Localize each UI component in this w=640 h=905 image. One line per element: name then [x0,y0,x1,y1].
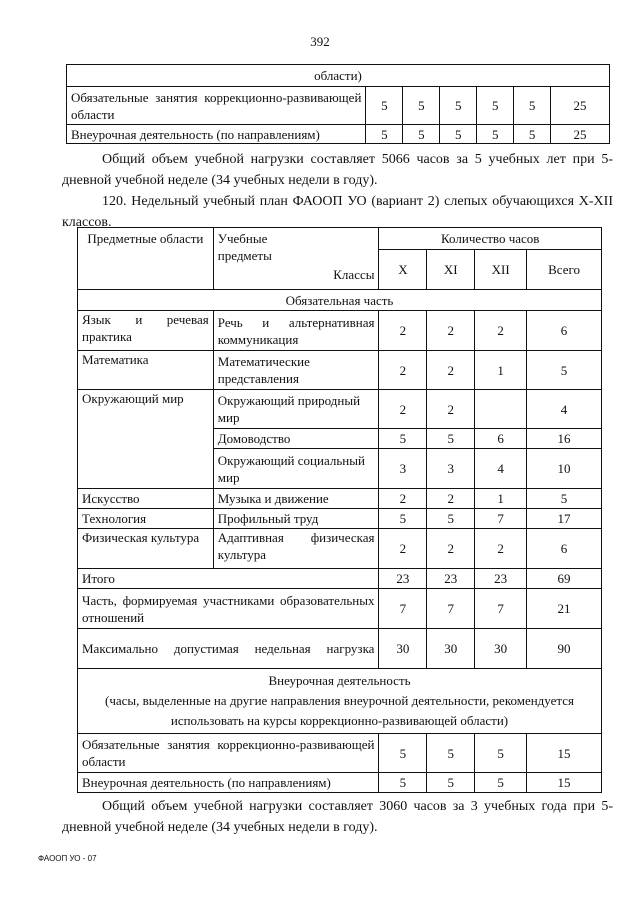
extracurricular-title: Внеурочная деятельность [268,673,411,688]
paragraph-total-3-years: Общий объем учебной нагрузки составляет 3060 часов за 3 учебных года при 5-дневной учебной неделе (34 учебных недели в году). [62,799,613,835]
cell: 15 [527,773,602,793]
cell: 4 [475,449,527,489]
total-label: Итого [78,569,379,589]
subject-cell: Домоводство [213,429,379,449]
footer-code: ФАООП УО - 07 [38,854,97,863]
cell: 21 [527,589,602,629]
cell: 5 [475,734,527,773]
header-col-xi: XI [427,250,475,290]
cell: 3 [427,449,475,489]
cell: 30 [475,629,527,669]
cell: 5 [527,489,602,509]
cell: 5 [427,509,475,529]
cell: 5 [403,87,440,125]
header-hours: Количество часов [379,228,602,250]
cell: 5 [475,773,527,793]
cell: 7 [427,589,475,629]
cell: 1 [475,489,527,509]
cell: 2 [427,311,475,351]
cell: 2 [379,311,427,351]
cell: 5 [427,734,475,773]
max-load-label: Максимально допустимая недельная нагрузка [78,629,379,669]
row-label: Внеурочная деятельность (по направлениям) [67,125,366,144]
part-label: Часть, формируемая участниками образовательных отношений [78,589,379,629]
cell: 15 [527,734,602,773]
header-classes-label: Классы [333,267,375,282]
header-subjects-label: Учебные предметы [217,231,272,263]
total-row [78,569,602,589]
area-cell: Математика [78,351,214,390]
cell: 2 [427,489,475,509]
subject-cell: Окружающий социальный мир [213,449,379,489]
cell: 5 [379,509,427,529]
paragraph-plan-title: 120. Недельный учебный план ФАООП УО (вариант 2) слепых обучающихся X-XII классов. [62,194,613,230]
cell: 5 [379,429,427,449]
main-table [77,227,602,793]
cell: 2 [475,311,527,351]
table-row [78,311,602,351]
cell: 3 [379,449,427,489]
table-row [78,390,602,429]
cell: 2 [427,529,475,569]
table-row [67,125,610,144]
cell: 5 [427,429,475,449]
table-row [78,529,602,569]
cell: 2 [475,529,527,569]
paragraph-total-5-years: Общий объем учебной нагрузки составляет 5066 часов за 5 учебных лет при 5-дневной учебной неделе (34 учебных недели в году). [62,152,613,188]
cell: 6 [527,529,602,569]
cell: 5 [440,125,477,144]
cell: 5 [379,734,427,773]
cell: 7 [475,509,527,529]
mandatory-part-title: Обязательная часть [78,290,602,311]
subject-cell: Окружающий природный мир [213,390,379,429]
part-row [78,589,602,629]
cell: 25 [551,125,610,144]
table-row [78,509,602,529]
top-table-header-fragment: области) [67,65,610,87]
header-col-total: Всего [527,250,602,290]
cell: 69 [527,569,602,589]
cell: 2 [379,351,427,390]
cell: 2 [427,351,475,390]
table-row [78,351,602,390]
page-number: 392 [310,34,330,49]
subject-cell: Математические представления [213,351,379,390]
cell: 6 [475,429,527,449]
cell: 5 [366,87,403,125]
cell: 5 [440,87,477,125]
header-col-x: X [379,250,427,290]
row-label: Обязательные занятия коррекционно-развивающей области [67,87,366,125]
table-row [78,489,602,509]
cell: 23 [427,569,475,589]
subject-cell: Речь и альтернативная коммуникация [213,311,379,351]
cell: 5 [477,125,514,144]
max-load-row [78,629,602,669]
cell: 5 [527,351,602,390]
extracurricular-note: (часы, выделенные на другие направления внеурочной деятельности, рекомендуется использовать на курсы коррекционно-развивающей области) [105,693,574,728]
cell: 5 [514,87,551,125]
cell: 25 [551,87,610,125]
row-label: Обязательные занятия коррекционно-развивающей области [78,734,379,773]
cell: 2 [379,529,427,569]
cell: 5 [427,773,475,793]
cell: 5 [514,125,551,144]
cell: 16 [527,429,602,449]
cell: 10 [527,449,602,489]
cell: 30 [427,629,475,669]
cell: 5 [379,773,427,793]
cell [475,390,527,429]
cell: 4 [527,390,602,429]
cell: 90 [527,629,602,669]
header-col-xii: XII [475,250,527,290]
area-cell: Язык и речевая практика [78,311,214,351]
top-table [66,64,610,144]
cell: 30 [379,629,427,669]
cell: 6 [527,311,602,351]
area-cell: Искусство [78,489,214,509]
row-label: Внеурочная деятельность (по направлениям) [78,773,379,793]
table-row [67,87,610,125]
subject-cell: Адаптивная физическая культура [213,529,379,569]
cell: 23 [475,569,527,589]
cell: 5 [477,87,514,125]
subject-cell: Музыка и движение [213,489,379,509]
header-subjects [213,228,379,290]
cell: 17 [527,509,602,529]
cell: 2 [379,390,427,429]
cell: 5 [403,125,440,144]
table-row [78,734,602,773]
cell: 23 [379,569,427,589]
header-areas: Предметные области [78,228,214,290]
table-row [78,773,602,793]
cell: 7 [475,589,527,629]
area-cell: Технология [78,509,214,529]
cell: 1 [475,351,527,390]
extracurricular-header-row [78,669,602,734]
cell: 2 [379,489,427,509]
extracurricular-header [78,669,602,734]
cell: 7 [379,589,427,629]
cell: 2 [427,390,475,429]
area-cell: Окружающий мир [78,390,214,489]
cell: 5 [366,125,403,144]
area-cell: Физическая культура [78,529,214,569]
subject-cell: Профильный труд [213,509,379,529]
